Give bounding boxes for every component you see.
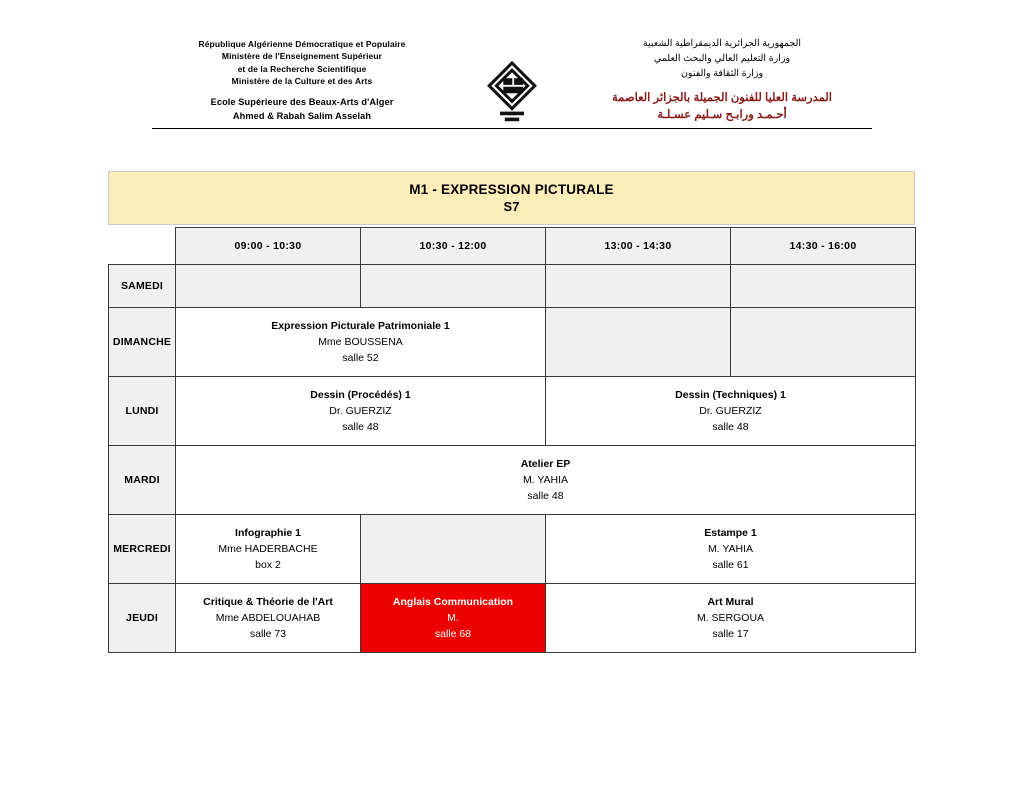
day-label-mardi: MARDI [109,446,176,515]
time-slot-header-3: 13:00 - 14:30 [546,228,731,265]
day-label-mercredi: MERCREDI [109,515,176,584]
ministry-line-ar-2: وزارة التعليم العالي والبحث العلمي [653,53,791,65]
header-left-block [152,38,452,123]
ministry-line-2: Ministère de l'Enseignement Supérieur [221,51,383,62]
course-title: Infographie 1 [235,526,301,539]
course-teacher: Dr. GUERZIZ [699,404,762,417]
semester-label: S7 [503,199,520,214]
time-slot-header-1: 09:00 - 10:30 [176,228,361,265]
course-cell [546,584,916,653]
day-label-dimanche: DIMANCHE [109,308,176,377]
course-room: salle 61 [712,559,749,572]
timetable-header-row [109,228,916,265]
course-room: salle 48 [712,421,749,434]
course-cell [546,377,916,446]
school-name-ar-line-1: المدرسة العليا للفنون الجميلة بالجزائر العاصمة [612,91,832,104]
time-slot-header-2: 10:30 - 12:00 [361,228,546,265]
course-title: Dessin (Procédés) 1 [310,388,411,401]
course-cell [176,584,361,653]
course-teacher: Mme BOUSSENA [318,335,403,348]
header-divider [152,128,872,129]
ministry-line-ar-1: الجمهورية الجزائرية الديمقراطية الشعبية [642,38,802,49]
table-row [109,377,916,446]
day-label-lundi: LUNDI [109,377,176,446]
course-title: Atelier EP [520,457,571,470]
course-title: Dessin (Techniques) 1 [675,388,786,401]
timetable [108,227,916,653]
course-room: salle 68 [434,628,472,641]
table-row [109,515,916,584]
course-cell [176,308,546,377]
empty-cell [361,265,546,308]
day-label-jeudi: JEUDI [109,584,176,653]
ministry-line-1: République Algérienne Démocratique et Populaire [198,39,406,49]
course-room: salle 17 [712,628,749,641]
course-teacher: Dr. GUERZIZ [329,404,392,417]
course-title: Expression Picturale Patrimoniale 1 [271,319,450,332]
page-title: M1 - EXPRESSION PICTURALE [409,182,614,197]
course-title: Estampe 1 [704,526,757,539]
empty-cell [731,308,916,377]
course-room: salle 48 [342,421,379,434]
course-title: Critique & Théorie de l'Art [203,595,333,608]
course-title: Art Mural [707,595,754,608]
course-cell [176,515,361,584]
school-name-fr-line-2: Ahmed & Rabah Salim Asselah [232,110,372,121]
header-right-block [572,36,872,124]
course-room: salle 73 [249,628,287,641]
time-slot-header-4: 14:30 - 16:00 [731,228,916,265]
course-teacher: M. SERGOUA [696,611,765,624]
esba-logo-icon [482,58,542,128]
corner-blank-cell [109,228,176,265]
empty-cell [176,265,361,308]
course-room: salle 52 [342,352,379,365]
course-cell [546,515,916,584]
document-header [0,0,1024,140]
ministry-line-4: Ministère de la Culture et des Arts [231,75,373,86]
course-title: Anglais Communication [392,595,514,608]
course-teacher: Mme HADERBACHE [218,542,318,555]
course-cell [176,446,916,515]
school-name-ar-line-2: أحـمـد ورابـح سـليم عسـلـة [657,108,787,121]
course-room: box 2 [255,559,281,572]
day-label-samedi: SAMEDI [109,265,176,308]
course-teacher: M. YAHIA [522,473,569,486]
table-row [109,584,916,653]
ministry-line-ar-3: وزارة الثقافة والفنون [680,68,764,80]
course-teacher: Mme ABDELOUAHAB [215,611,321,624]
school-name-fr-line-1: Ecole Supérieure des Beaux-Arts d'Alger [210,97,394,108]
course-cell [176,377,546,446]
course-cell [361,584,546,653]
empty-cell [546,308,731,377]
table-row [109,308,916,377]
table-row [109,265,916,308]
empty-cell [361,515,546,584]
empty-cell [731,265,916,308]
empty-cell [546,265,731,308]
course-teacher: M. [447,611,459,624]
timetable-title-banner [108,171,915,225]
course-room: salle 48 [527,490,564,503]
course-teacher: M. YAHIA [707,542,754,555]
ministry-line-3: et de la Recherche Scientifique [237,63,367,74]
table-row [109,446,916,515]
